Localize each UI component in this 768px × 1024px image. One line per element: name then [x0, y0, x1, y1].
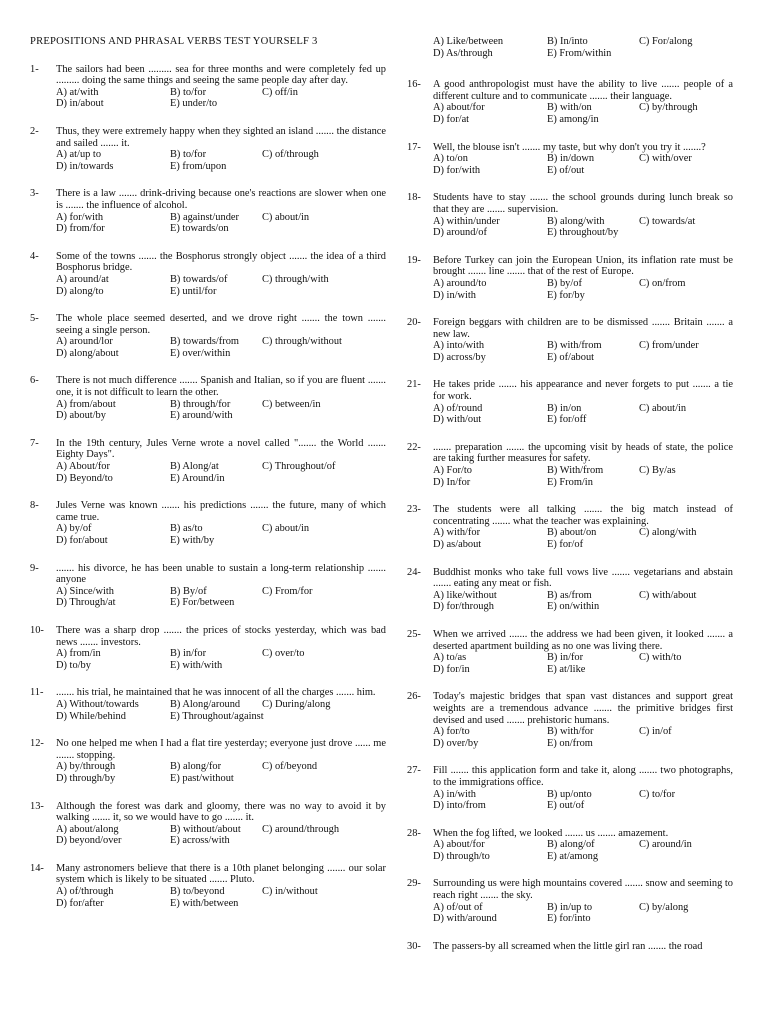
option-c[interactable]: C) For/along [639, 36, 693, 47]
option-a[interactable]: A) for/to [433, 726, 470, 738]
question-number: 14- [30, 862, 44, 874]
question-text [407, 504, 733, 527]
option-e[interactable]: E) towards/on [170, 223, 229, 235]
option-a[interactable]: A) in/with [433, 788, 477, 800]
option-a[interactable]: A) around/at [56, 273, 109, 285]
option-d[interactable]: D) for/with [433, 164, 481, 176]
option-b[interactable]: B) along/with [547, 215, 605, 227]
option-c[interactable]: C) of/beyond [262, 761, 318, 773]
question-text [30, 188, 386, 211]
question-stem: Surrounding us were high mountains covered ....... snow and seeming to reach right ....... the sky. [433, 878, 733, 902]
option-d[interactable]: D) with/out [433, 414, 482, 426]
question-item [407, 941, 733, 953]
option-d[interactable]: D) for/at [433, 113, 470, 125]
question-item [30, 687, 386, 722]
option-c[interactable]: C) of/through [262, 149, 319, 161]
option-b[interactable]: B) in/down [547, 153, 595, 165]
question-text [407, 192, 733, 215]
option-d[interactable]: D) across/by [433, 351, 486, 363]
option-c[interactable]: C) off/in [262, 86, 298, 98]
option-b[interactable]: B) By/of [170, 585, 207, 597]
option-a[interactable]: A) around/lor [56, 336, 113, 348]
option-d[interactable]: D) for/about [56, 535, 108, 546]
question-stem: Although the forest was dark and gloomy, there was no way to avoid it by walking ....... it, so we would have to go ....... it. [56, 800, 386, 824]
question-stem: Buddhist monks who take full vows live ....... vegetarians and abstain ....... eating any meat or fish. [433, 566, 733, 590]
question-item [30, 801, 386, 847]
question-number: 28- [407, 827, 421, 839]
answer-options [30, 212, 386, 235]
option-c[interactable]: C) towards/at [639, 215, 696, 227]
option-e[interactable]: E) out/of [547, 800, 585, 812]
answer-options [30, 87, 386, 110]
question-text [407, 828, 733, 840]
answer-options [407, 789, 733, 812]
question-stem: Today's majestic bridges that span vast distances and support great weights are a tremendous advance ....... the primitive bridges first devised and used ....... prehistoric humans. [433, 691, 733, 726]
option-e[interactable]: E) From/in [547, 476, 593, 488]
option-a[interactable]: A) at/with [56, 86, 99, 98]
option-c[interactable]: C) through/without [262, 336, 342, 348]
option-a[interactable]: A) of/out of [433, 901, 483, 913]
question-stem: A good anthropologist must have the ability to live ....... people of a different culture and to communicate ....... their language. [433, 79, 733, 102]
option-a[interactable]: A) to/on [433, 153, 468, 165]
question-item [30, 251, 386, 297]
option-c[interactable]: C) on/from [639, 277, 686, 289]
question-text [30, 438, 386, 461]
question-text [407, 442, 733, 465]
question-item [407, 567, 733, 613]
question-item [30, 863, 386, 909]
question-stem: No one helped me when I had a flat tire yesterday; everyone just drove ...... me ....... stopping. [56, 738, 386, 761]
option-b[interactable]: B) towards/of [170, 273, 228, 285]
question-number: 3- [30, 188, 39, 200]
option-d[interactable]: D) for/through [433, 601, 494, 613]
option-e[interactable]: E) From/within [547, 47, 612, 59]
option-a[interactable]: A) at/up to [56, 149, 102, 161]
question-text [407, 317, 733, 340]
question-text [407, 629, 733, 652]
question-text [30, 625, 386, 648]
answer-options [30, 886, 386, 909]
option-d[interactable]: D) in/with [433, 289, 477, 301]
option-a[interactable]: A) about/for [433, 102, 485, 114]
answer-options [30, 399, 386, 422]
option-b[interactable]: B) with/from [547, 340, 602, 352]
option-d[interactable]: D) in/towards [56, 160, 114, 172]
option-a[interactable]: A) Like/between [433, 36, 504, 47]
question-number: 25- [407, 628, 421, 640]
question-text [407, 941, 733, 953]
option-a[interactable]: A) by/through [56, 761, 116, 773]
option-b[interactable]: B) in/for [547, 652, 584, 664]
question-number: 27- [407, 765, 421, 777]
option-e[interactable]: E) with/with [170, 659, 223, 671]
option-a[interactable]: A) About/for [56, 461, 110, 473]
answer-options [407, 527, 733, 550]
option-c[interactable]: C) Throughout/of [262, 461, 336, 473]
option-c[interactable]: C) From/for [262, 585, 313, 597]
question-number: 18- [407, 192, 421, 204]
right-question-list [407, 79, 733, 952]
option-b[interactable]: B) as/to [170, 523, 203, 535]
question-item [407, 317, 733, 363]
question-number: 30- [407, 940, 421, 952]
option-e[interactable]: E) with/by [170, 535, 215, 546]
option-e[interactable]: E) with/between [170, 897, 239, 909]
option-b[interactable]: B) along/for [170, 761, 222, 773]
option-b[interactable]: B) with/for [547, 726, 594, 738]
question-item [30, 375, 386, 421]
option-d[interactable]: D) into/from [433, 800, 486, 812]
question-item [407, 142, 733, 177]
question-number: 2- [30, 125, 39, 137]
question-text [407, 255, 733, 278]
question-number: 22- [407, 441, 421, 453]
question-stem: When we arrived ....... the address we had been given, it looked ....... a deserted apartment building as no one was living there. [433, 628, 733, 652]
question-text [30, 375, 386, 398]
option-d[interactable]: D) through/by [56, 772, 116, 784]
option-c[interactable]: C) During/along [262, 698, 331, 710]
question-text [407, 379, 733, 402]
option-e[interactable]: E) for/into [547, 913, 591, 925]
question-item [407, 192, 733, 238]
question-text [30, 563, 386, 586]
question-item [407, 442, 733, 488]
answer-options [407, 278, 733, 301]
option-b[interactable]: B) towards/from [170, 336, 239, 348]
option-b[interactable]: B) In/into [547, 36, 588, 47]
option-e[interactable]: E) for/of [547, 539, 584, 550]
option-c[interactable]: C) around/through [262, 823, 340, 835]
question-stem: In the 19th century, Jules Verne wrote a novel called "....... the World ....... Eighty Days". [56, 437, 386, 461]
question-number: 8- [30, 500, 39, 512]
question-text [30, 313, 386, 336]
question-number: 4- [30, 250, 39, 262]
option-d[interactable]: D) along/to [56, 285, 104, 297]
question-text [30, 863, 386, 886]
answer-options [407, 590, 733, 613]
answer-options [407, 839, 733, 862]
option-e[interactable]: E) among/in [547, 113, 599, 125]
option-d[interactable]: D) for/after [56, 897, 104, 909]
question-number: 5- [30, 313, 39, 325]
option-c[interactable]: C) through/with [262, 273, 329, 285]
option-d[interactable]: D) Through/at [56, 597, 116, 609]
option-d[interactable]: D) to/by [56, 659, 91, 671]
question-number: 11- [30, 687, 44, 699]
question-text [30, 64, 386, 87]
question-item [30, 500, 386, 546]
option-e[interactable]: E) of/about [547, 351, 595, 363]
question-text [30, 500, 386, 523]
left-column [30, 0, 386, 925]
question-item [30, 738, 386, 784]
answer-options [407, 216, 733, 239]
answer-options [407, 902, 733, 925]
answer-options [30, 336, 386, 359]
option-e[interactable]: E) for/by [547, 289, 585, 301]
option-e[interactable]: E) for/off [547, 414, 587, 426]
question-item [407, 79, 733, 125]
option-b[interactable]: B) about/on [547, 527, 597, 539]
option-c[interactable]: C) to/for [639, 788, 676, 800]
question-stem: The sailors had been ......... sea for three months and were completely fed up ......... doing the same things and seeing the same people day after day. [56, 63, 386, 87]
question-stem: Before Turkey can join the European Union, its inflation rate must be brought ....... line ....... that of the rest of Europe. [433, 254, 733, 278]
option-a[interactable]: A) around/to [433, 277, 487, 289]
option-e[interactable]: E) Around/in [170, 472, 225, 484]
question-stem: Thus, they were extremely happy when they sighted an island ....... the distance and sailed ....... it. [56, 125, 386, 149]
option-b[interactable]: B) to/for [170, 86, 207, 98]
option-b[interactable]: B) Along/at [170, 461, 219, 473]
option-b[interactable]: B) against/under [170, 211, 239, 223]
option-c[interactable]: C) about/in [262, 523, 310, 535]
option-e[interactable]: E) from/upon [170, 160, 227, 172]
option-a[interactable]: A) Since/with [56, 585, 115, 597]
question-number: 12- [30, 738, 44, 750]
option-a[interactable]: A) Without/towards [56, 698, 139, 710]
answer-options [30, 648, 386, 671]
question-text [407, 567, 733, 590]
question-number: 20- [407, 317, 421, 329]
question-stem: Many astronomers believe that there is a 10th planet belonging ....... our solar system which is likely to be situated ....... Pluto. [56, 862, 386, 886]
option-a[interactable]: A) into/with [433, 340, 485, 352]
option-d[interactable]: D) beyond/over [56, 835, 122, 847]
question-stem: ....... preparation ....... the upcoming visit by heads of state, the police are taking further measures for safety. [433, 441, 733, 465]
question-number: 1- [30, 63, 39, 75]
option-c[interactable]: C) By/as [639, 465, 676, 477]
option-d[interactable]: D) with/around [433, 913, 497, 925]
answer-options [30, 699, 386, 722]
option-b[interactable]: B) up/onto [547, 788, 592, 800]
question-item [30, 126, 386, 172]
option-d[interactable]: D) over/by [433, 737, 479, 749]
question-item [407, 255, 733, 301]
option-e[interactable]: E) Throughout/against [170, 710, 264, 722]
option-b[interactable]: B) as/from [547, 589, 592, 601]
question-number: 7- [30, 437, 39, 449]
question-number: 13- [30, 800, 44, 812]
question-item [30, 438, 386, 484]
question-item [407, 765, 733, 811]
question-text [30, 251, 386, 274]
option-b[interactable]: B) along/of [547, 839, 595, 851]
option-e[interactable]: E) under/to [170, 98, 218, 110]
question-stem: Jules Verne was known ....... his predictions ....... the future, many of which came true. [56, 500, 386, 523]
page-title: PREPOSITIONS AND PHRASAL VERBS TEST YOURSELF 3 [30, 36, 318, 47]
option-b[interactable]: B) With/from [547, 465, 604, 477]
answer-options [407, 726, 733, 749]
question-number: 6- [30, 375, 39, 387]
question-15-options-continued [407, 36, 733, 59]
question-item [30, 313, 386, 359]
option-c[interactable]: C) around/in [639, 839, 692, 851]
left-question-list [30, 64, 386, 910]
option-a[interactable]: A) like/without [433, 589, 497, 601]
question-text [407, 765, 733, 788]
question-number: 9- [30, 562, 39, 574]
option-d[interactable]: D) for/in [433, 663, 470, 675]
option-d[interactable]: D) As/through [433, 47, 493, 59]
option-e[interactable]: E) past/without [170, 772, 234, 784]
option-c[interactable]: C) over/to [262, 648, 305, 660]
question-stem: Fill ....... this application form and take it, along ....... two photographs, to the immigrations office. [433, 765, 733, 788]
option-c[interactable]: C) about/in [639, 402, 687, 414]
answer-options [30, 761, 386, 784]
option-d[interactable]: D) Beyond/to [56, 472, 113, 484]
question-text [407, 691, 733, 726]
option-a[interactable]: A) with/for [433, 527, 481, 539]
option-d[interactable]: D) in/about [56, 98, 104, 110]
question-item [407, 691, 733, 749]
question-item [407, 828, 733, 863]
question-stem: ....... his divorce, he has been unable to sustain a long-term relationship ....... anyone [56, 562, 386, 586]
question-item [30, 625, 386, 671]
option-a[interactable]: A) of/through [56, 886, 114, 898]
question-stem: The students were all talking ....... the big match instead of concentrating ....... what the teacher was explaining. [433, 504, 733, 527]
option-c[interactable]: C) in/without [262, 886, 318, 898]
option-c[interactable]: C) with/over [639, 153, 692, 165]
question-stem: The whole place seemed deserted, and we drove right ....... the town ....... seeing a single person. [56, 313, 386, 336]
option-b[interactable]: B) in/for [170, 648, 207, 660]
option-b[interactable]: B) in/up to [547, 901, 593, 913]
question-number: 23- [407, 504, 421, 516]
question-stem: He takes pride ....... his appearance and never forgets to put ....... a tie for work. [433, 379, 733, 403]
option-d[interactable]: D) from/for [56, 223, 105, 235]
question-text [407, 878, 733, 901]
option-b[interactable]: B) by/of [547, 277, 582, 289]
answer-options [30, 586, 386, 609]
option-e[interactable]: E) at/like [547, 663, 586, 675]
option-b[interactable]: B) with/on [547, 102, 592, 114]
option-a[interactable]: A) by/of [56, 523, 92, 535]
option-a[interactable]: A) from/about [56, 398, 116, 410]
question-text [30, 738, 386, 761]
option-e[interactable]: E) of/out [547, 164, 585, 176]
question-stem: The passers-by all screamed when the little girl ran ....... the road [433, 940, 703, 952]
option-e[interactable]: E) across/with [170, 835, 230, 847]
option-b[interactable]: B) to/for [170, 149, 207, 161]
answer-options [30, 523, 386, 546]
question-number: 17- [407, 141, 421, 153]
option-b[interactable]: B) to/beyond [170, 886, 225, 898]
question-item [30, 188, 386, 234]
question-text [407, 79, 733, 102]
answer-options [30, 461, 386, 484]
option-c[interactable]: C) between/in [262, 398, 321, 410]
right-column [407, 0, 733, 968]
question-text [30, 801, 386, 824]
question-item [407, 878, 733, 924]
answer-options [407, 102, 733, 125]
question-stem: Foreign beggars with children are to be dismissed ....... Britain ....... a new law. [433, 317, 733, 340]
option-d[interactable]: D) about/by [56, 410, 106, 422]
question-stem: Students have to stay ....... the school grounds during lunch break so that they are ....... supervision. [433, 192, 733, 215]
option-d[interactable]: D) In/for [433, 476, 471, 488]
question-item [407, 629, 733, 675]
answer-options [407, 340, 733, 363]
option-b[interactable]: B) Along/around [170, 698, 241, 710]
question-stem: There is a law ....... drink-driving because one's reactions are slower when one is ....... the influence of alcohol. [56, 188, 386, 211]
option-c[interactable]: C) with/about [639, 589, 697, 601]
question-text [407, 142, 733, 154]
answer-options [407, 403, 733, 426]
option-e[interactable]: E) over/within [170, 347, 231, 359]
option-c[interactable]: C) by/along [639, 901, 689, 913]
answer-options [30, 149, 386, 172]
option-e[interactable]: E) around/with [170, 410, 233, 422]
option-a[interactable]: A) of/round [433, 402, 483, 414]
question-number: 29- [407, 878, 421, 890]
option-c[interactable]: C) in/of [639, 726, 672, 738]
option-b[interactable]: B) in/on [547, 402, 582, 414]
option-c[interactable]: C) by/through [639, 102, 698, 114]
option-e[interactable]: E) throughout/by [547, 227, 619, 239]
option-b[interactable]: B) through/for [170, 398, 231, 410]
option-e[interactable]: E) on/from [547, 737, 593, 749]
question-number: 26- [407, 691, 421, 703]
option-e[interactable]: E) at/among [547, 850, 599, 862]
option-d[interactable]: D) While/behind [56, 710, 126, 722]
option-c[interactable]: C) along/with [639, 527, 697, 539]
question-number: 24- [407, 566, 421, 578]
question-stem: Well, the blouse isn't ....... my taste, but why don't you try it .......? [433, 141, 706, 153]
question-number: 16- [407, 79, 421, 91]
question-text [30, 687, 386, 699]
question-number: 19- [407, 254, 421, 266]
option-a[interactable]: A) from/in [56, 648, 101, 660]
question-item [30, 563, 386, 609]
question-item [407, 379, 733, 425]
question-item [407, 504, 733, 550]
option-d[interactable]: D) as/about [433, 539, 482, 550]
answer-options [407, 36, 733, 59]
answer-options [407, 465, 733, 488]
option-a[interactable]: A) for/with [56, 211, 104, 223]
option-a[interactable]: A) For/to [433, 465, 472, 477]
option-a[interactable]: A) within/under [433, 215, 500, 227]
option-e[interactable]: E) until/for [170, 285, 217, 297]
option-b[interactable]: B) without/about [170, 823, 241, 835]
option-a[interactable]: A) about/along [56, 823, 119, 835]
question-number: 21- [407, 379, 421, 391]
question-text [30, 126, 386, 149]
option-e[interactable]: E) on/within [547, 601, 600, 613]
answer-options [30, 274, 386, 297]
option-d[interactable]: D) along/about [56, 347, 119, 359]
question-stem: There was a sharp drop ....... the prices of stocks yesterday, which was bad news ....... investors. [56, 624, 386, 648]
question-stem: Some of the towns ....... the Bosphorus strongly object ....... the idea of a third Bosphorus bridge. [56, 250, 386, 274]
option-a[interactable]: A) about/for [433, 839, 485, 851]
question-stem: ....... his trial, he maintained that he was innocent of all the charges ....... him. [56, 687, 376, 699]
question-stem: When the fog lifted, we looked ....... us ....... amazement. [433, 827, 669, 839]
question-item [30, 64, 386, 110]
option-d[interactable]: D) through/to [433, 850, 490, 862]
option-c[interactable]: C) from/under [639, 340, 699, 352]
answer-options [407, 652, 733, 675]
question-stem: There is not much difference ....... Spanish and Italian, so if you are fluent ....... one, it is not difficult to learn the other. [56, 375, 386, 399]
option-a[interactable]: A) to/as [433, 652, 467, 664]
question-number: 10- [30, 624, 44, 636]
option-c[interactable]: C) about/in [262, 211, 310, 223]
option-c[interactable]: C) with/to [639, 652, 682, 664]
answer-options [407, 153, 733, 176]
option-d[interactable]: D) around/of [433, 227, 487, 239]
option-e[interactable]: E) For/between [170, 597, 235, 609]
answer-options [30, 824, 386, 847]
